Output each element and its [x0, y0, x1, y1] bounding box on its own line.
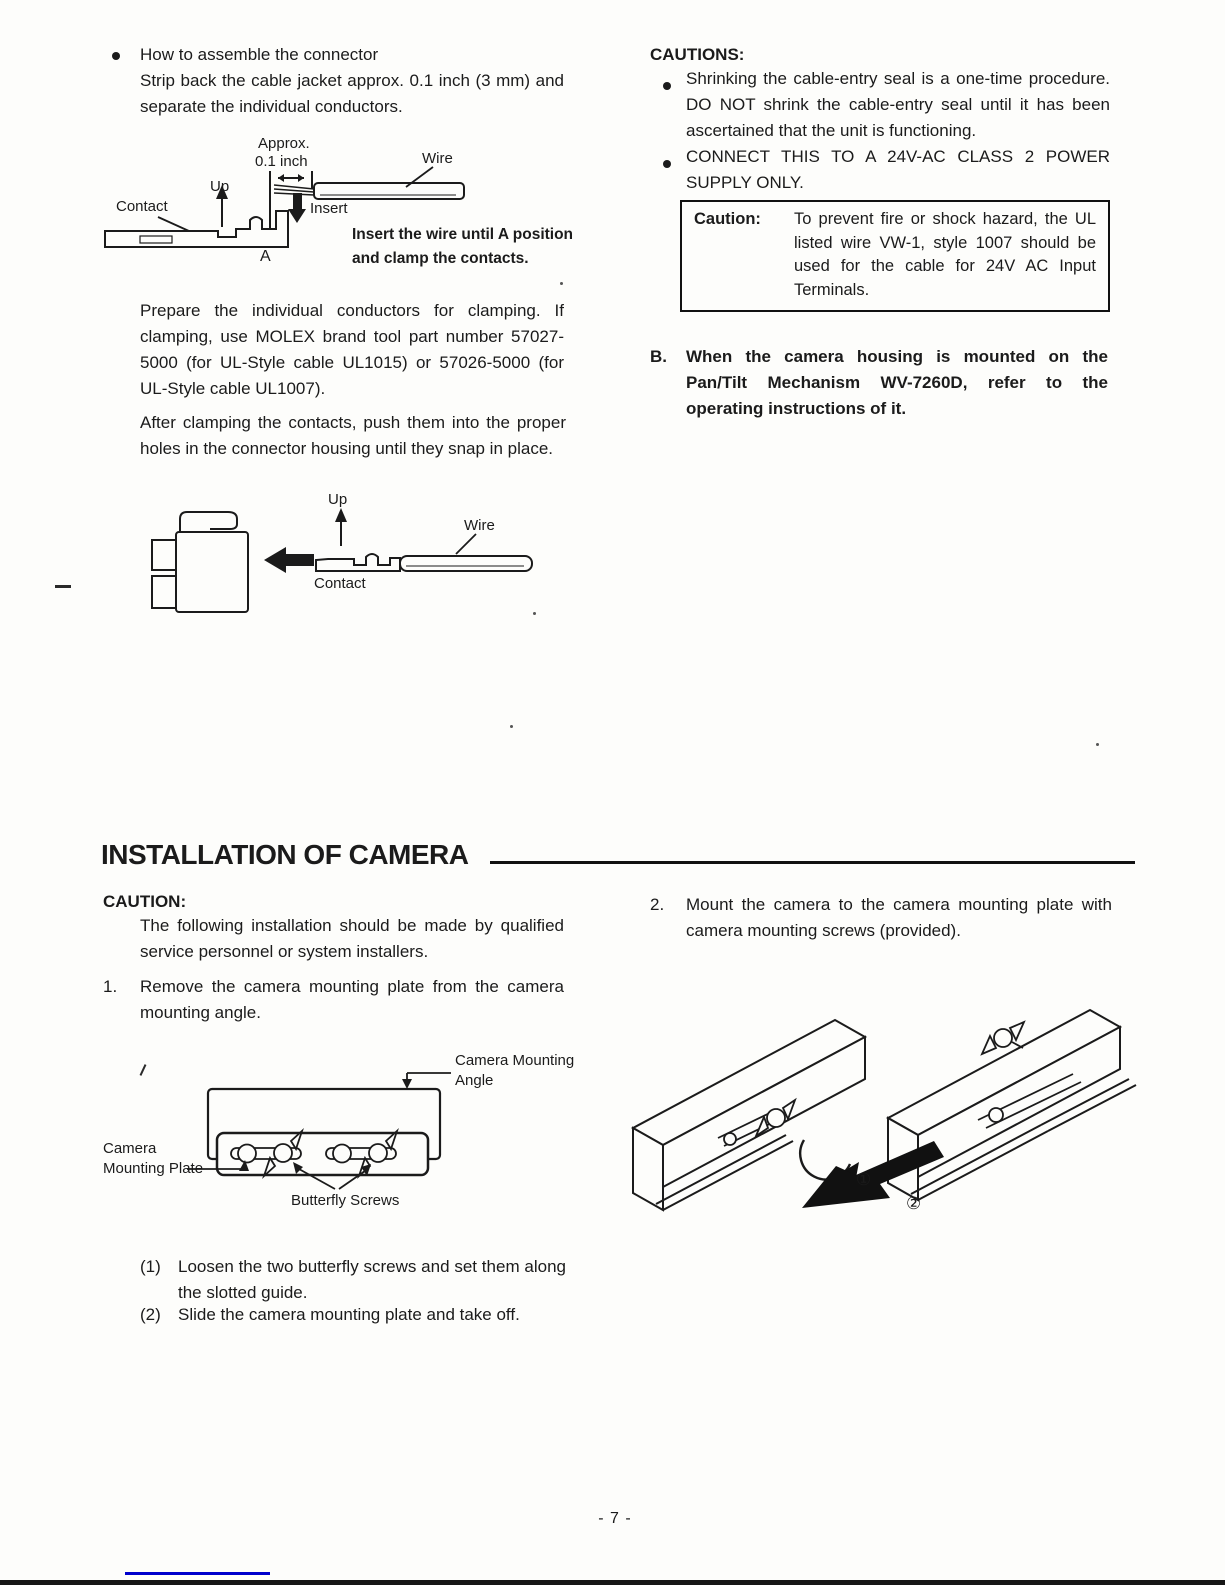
- how-to-title: How to assemble the connector: [140, 45, 379, 64]
- diagram1-wire-label: Wire: [422, 150, 453, 167]
- heading-rule: [490, 861, 1135, 864]
- diagram1-caption: Insert the wire until A position and clamp the contacts.: [352, 226, 574, 267]
- diagram3-screws-label: Butterfly Screws: [291, 1192, 400, 1209]
- blue-underline-mark: [125, 1572, 270, 1575]
- scan-artifact: [560, 282, 563, 285]
- diagram2-wire-label: Wire: [464, 517, 495, 534]
- slide-plate-drawing: [618, 978, 1140, 1236]
- cautions-title: CAUTIONS:: [650, 45, 745, 64]
- diagram3-angle-label: Camera Mounting Angle: [455, 1052, 575, 1089]
- how-to-body: Strip back the cable jacket approx. 0.1 inch (3 mm) and separate the individual conductors.: [140, 71, 564, 116]
- caution-item-1: Shrinking the cable-entry seal is a one-time procedure. DO NOT shrink the cable-entry seal until it has been ascertained that the unit is functioning.: [686, 69, 1110, 140]
- scan-artifact: [55, 585, 71, 588]
- diagram2-contact-label: Contact: [314, 575, 366, 592]
- substep1-text: Loosen the two butterfly screws and set them along the slotted guide.: [178, 1257, 566, 1302]
- scan-artifact: [1096, 743, 1099, 746]
- caution-box-text: To prevent fire or shock hazard, the UL listed wire VW-1, style 1007 should be used for the cable for 24V AC Input Terminals.: [794, 210, 1096, 299]
- slide-plate-diagram: [618, 978, 1140, 1236]
- caution-item-2: CONNECT THIS TO A 24V-AC CLASS 2 POWER SUPPLY ONLY.: [686, 147, 1110, 192]
- mounting-plate-diagram: [95, 1045, 615, 1215]
- item-b-label: B.: [650, 347, 667, 366]
- bullet-icon: [663, 160, 671, 168]
- installation-heading: INSTALLATION OF CAMERA: [101, 839, 469, 870]
- substep1-label: (1): [140, 1257, 161, 1276]
- bullet-icon: [663, 82, 671, 90]
- circled-1-icon: ①: [856, 1170, 872, 1189]
- bullet-icon: [112, 52, 120, 60]
- step1-label: 1.: [103, 977, 118, 996]
- caution-box-label: Caution:: [694, 210, 761, 228]
- how-to-section: [140, 42, 564, 120]
- installation-caution-text: The following installation should be made by qualified service personnel or system installers.: [140, 916, 564, 961]
- scan-edge-line: [0, 1580, 1225, 1585]
- diagram1-contact-label: Contact: [116, 198, 168, 215]
- housing-insert-drawing: [60, 488, 580, 618]
- diagram1-up-label: Up: [210, 178, 230, 195]
- scan-artifact: [510, 725, 513, 728]
- connector-assembly-diagram: [100, 133, 600, 285]
- substep2-label: (2): [140, 1305, 161, 1324]
- circled-2-icon: ②: [906, 1194, 922, 1213]
- housing-insert-diagram: [60, 488, 580, 618]
- substep2-text: Slide the camera mounting plate and take off.: [178, 1305, 520, 1324]
- diagram1-insert-label: Insert: [310, 200, 348, 217]
- scan-artifact: [533, 612, 536, 615]
- step1-text: Remove the camera mounting plate from the camera mounting angle.: [140, 977, 564, 1022]
- step2-label: 2.: [650, 895, 665, 914]
- diagram1-inch-label: 0.1 inch: [255, 153, 308, 170]
- prepare-paragraph: Prepare the individual conductors for clamping. If clamping, use MOLEX brand tool part number 57027-5000 (for UL-Style cable UL1015) or 57026-5000 (for UL-Style cable UL1007).: [140, 301, 564, 398]
- step2-text: Mount the camera to the camera mounting plate with camera mounting screws (provided).: [686, 895, 1112, 940]
- after-clamping-paragraph: After clamping the contacts, push them into the proper holes in the connector housing until they snap in place.: [140, 413, 566, 458]
- page-number: - 7 -: [598, 1510, 632, 1527]
- diagram3-plate-label: Camera Mounting Plate: [103, 1140, 204, 1177]
- caution-box: [680, 200, 1110, 312]
- diagram1-approx-label: Approx.: [258, 135, 310, 152]
- diagram2-up-label: Up: [328, 491, 348, 508]
- diagram1-a-label: A: [260, 248, 271, 265]
- item-b-text: When the camera housing is mounted on the Pan/Tilt Mechanism WV-7260D, refer to the operating instructions of it.: [686, 347, 1108, 418]
- installation-caution-title: CAUTION:: [103, 892, 187, 911]
